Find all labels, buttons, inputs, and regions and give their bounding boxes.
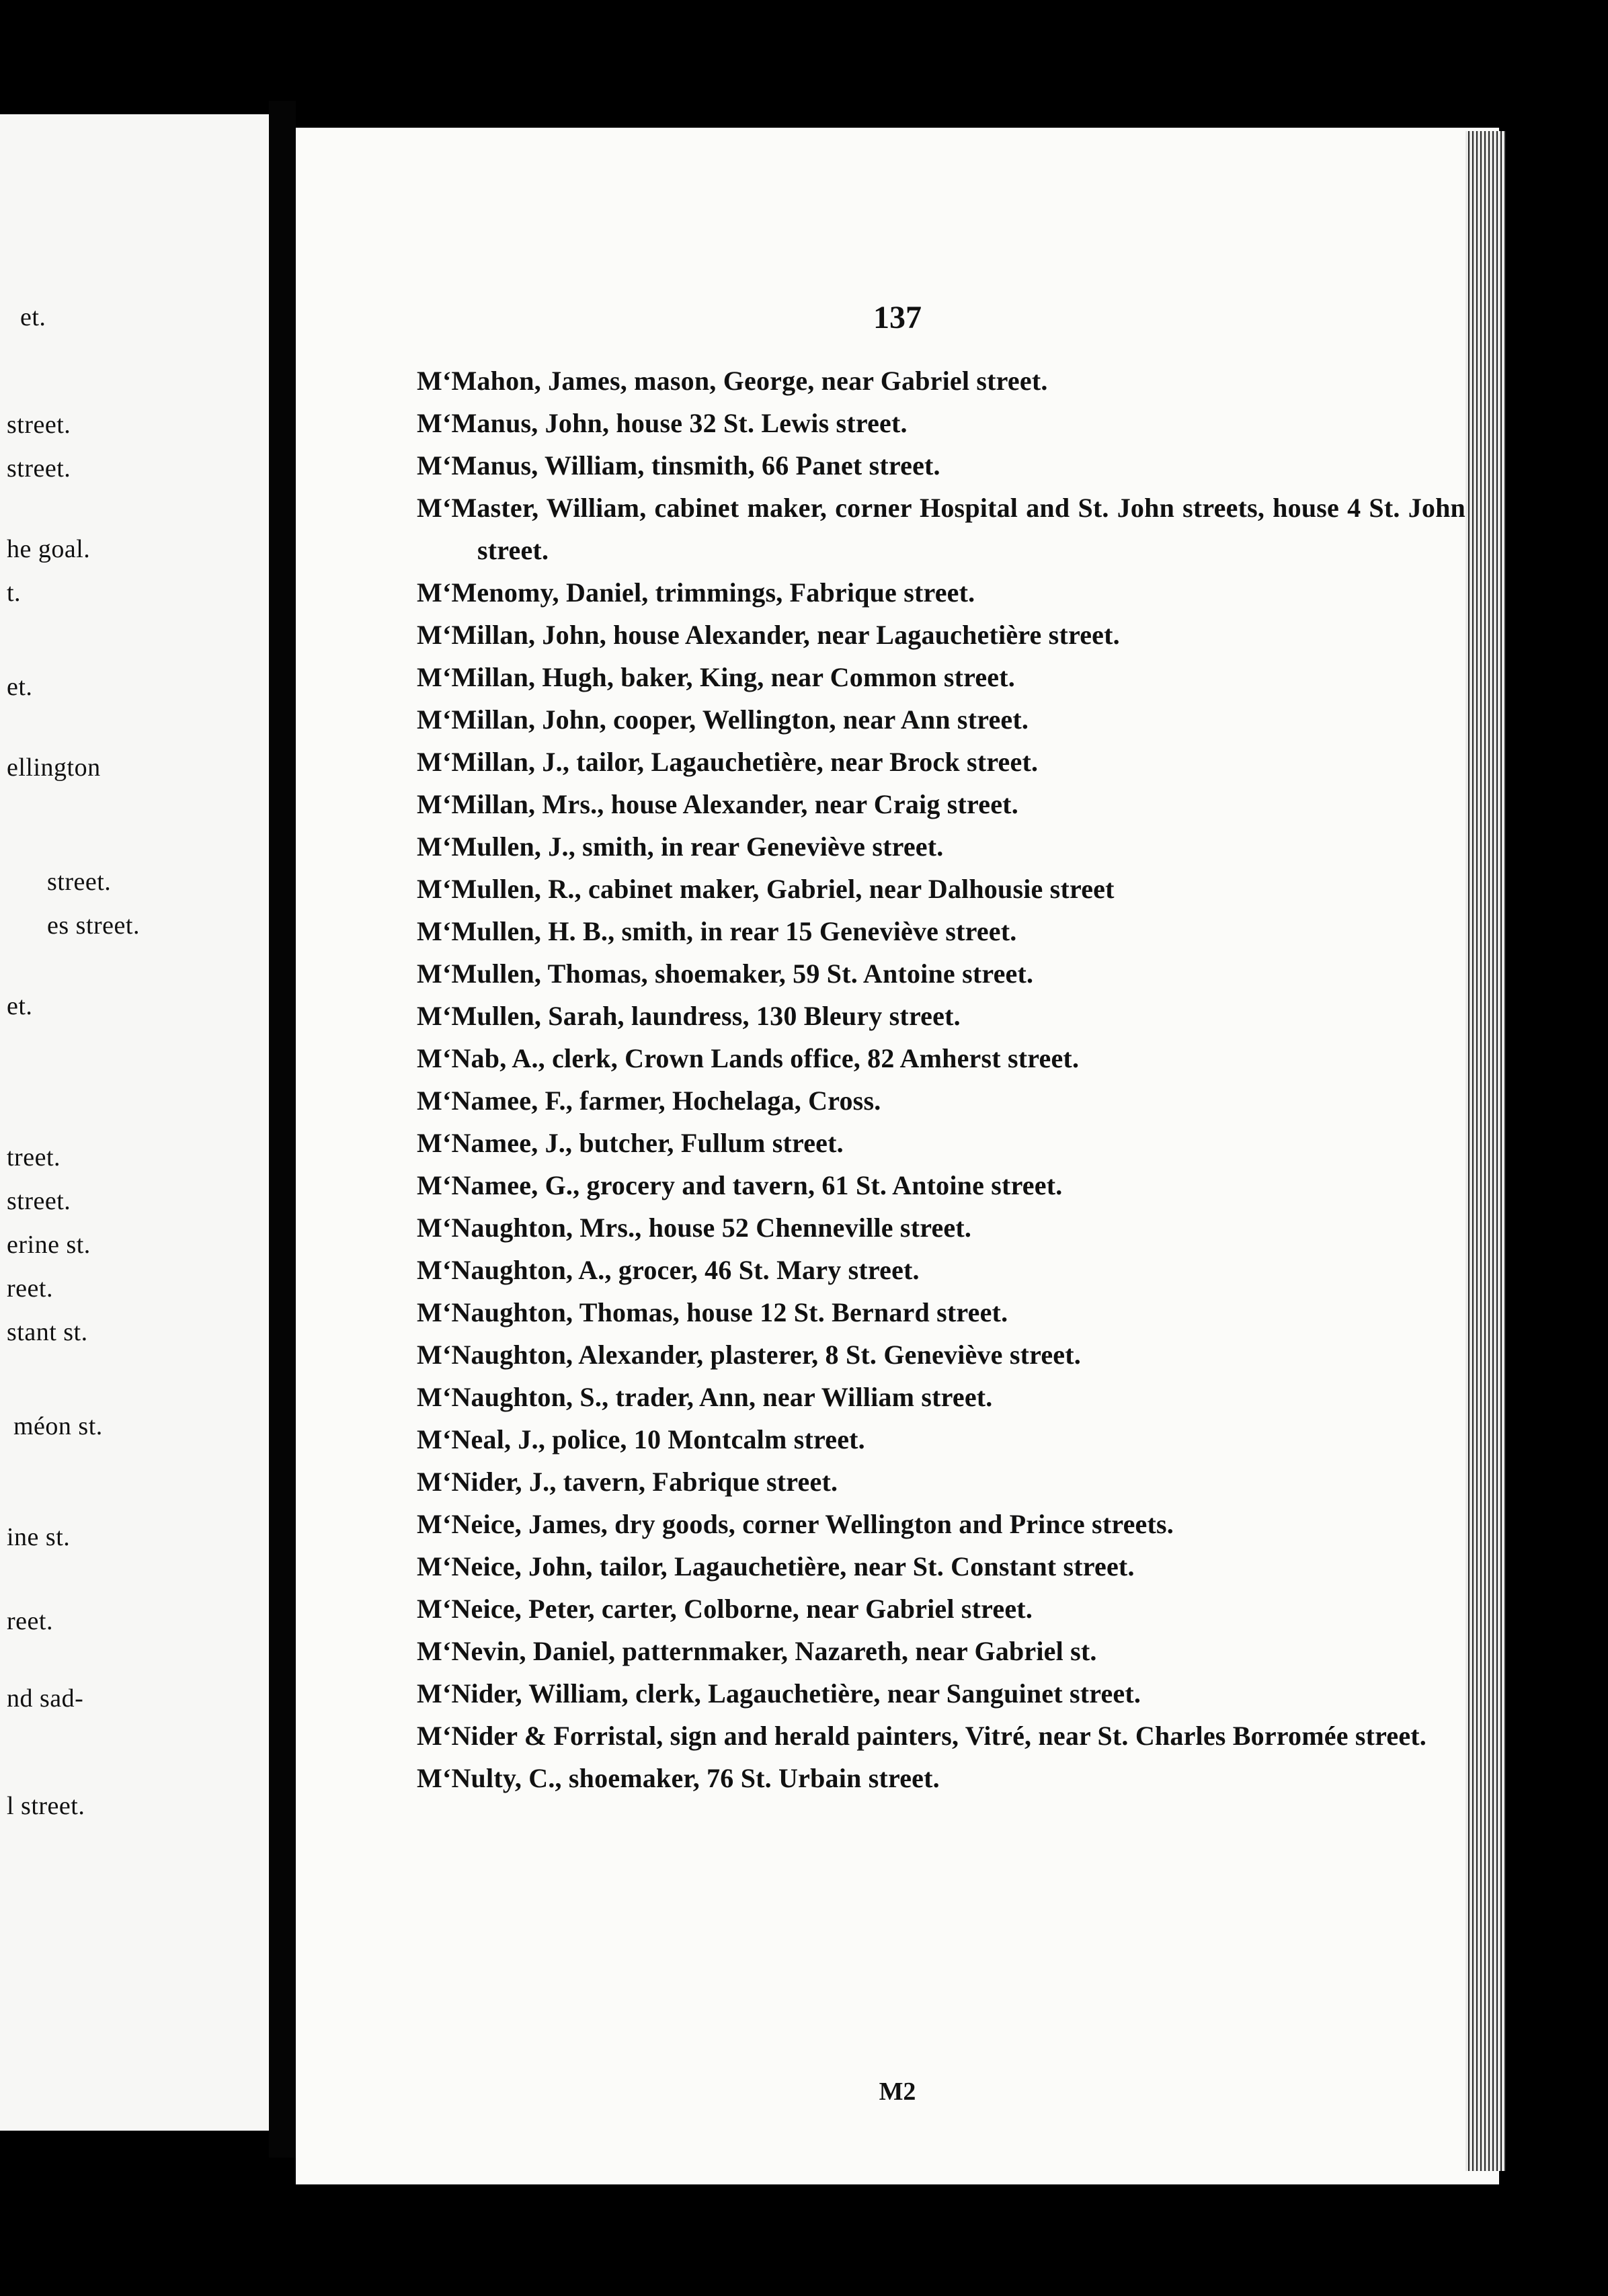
directory-entry: M‘Nab, A., clerk, Crown Lands office, 82 Amherst street. <box>417 1043 1080 1073</box>
signature-mark: M2 <box>879 2078 916 2106</box>
directory-entry: M‘Namee, F., farmer, Hochelaga, Cross. <box>417 1085 881 1116</box>
left-page-text-fragment: erine st. <box>7 1231 91 1259</box>
left-page-text-fragment: méon st. <box>13 1412 103 1440</box>
directory-entry: M‘Manus, William, tinsmith, 66 Panet street. <box>417 450 940 481</box>
left-page-text-fragment: ellington <box>7 753 101 782</box>
directory-entry: M‘Neice, John, tailor, Lagauchetière, near St. Constant street. <box>417 1551 1135 1582</box>
book-gutter <box>269 101 296 2158</box>
directory-entry: M‘Mullen, H. B., smith, in rear 15 Geneviève street. <box>417 916 1017 946</box>
left-page-text-fragment: l street. <box>7 1792 85 1820</box>
directory-entry: M‘Nevin, Daniel, patternmaker, Nazareth, near Gabriel st. <box>417 1636 1097 1666</box>
directory-entry: M‘Namee, J., butcher, Fullum street. <box>417 1128 844 1158</box>
directory-entry: M‘Millan, John, house Alexander, near Lagauchetière street. <box>417 620 1120 650</box>
left-page-fragment <box>0 114 269 2131</box>
directory-entry: M‘Nider & Forristal, sign and herald painters, Vitré, near St. Charles Borromée street. <box>417 1721 1426 1751</box>
directory-entry: M‘Naughton, A., grocer, 46 St. Mary street. <box>417 1255 920 1285</box>
left-page-text-fragment: et. <box>7 673 33 701</box>
left-page-text-fragment: reet. <box>7 1607 53 1635</box>
directory-entry: M‘Naughton, S., trader, Ann, near William street. <box>417 1382 993 1412</box>
left-page-text-fragment: reet. <box>7 1274 53 1303</box>
directory-entry: M‘Naughton, Alexander, plasterer, 8 St. Geneviève street. <box>417 1340 1081 1370</box>
directory-entry: M‘Millan, Mrs., house Alexander, near Craig street. <box>417 789 1018 819</box>
page-number: 137 <box>873 300 922 335</box>
directory-entry: M‘Mullen, Thomas, shoemaker, 59 St. Antoine street. <box>417 958 1034 989</box>
directory-entry: M‘Mahon, James, mason, George, near Gabriel street. <box>417 366 1048 396</box>
directory-entry: M‘Mullen, Sarah, laundress, 130 Bleury street. <box>417 1001 961 1031</box>
directory-entry: M‘Namee, G., grocery and tavern, 61 St. Antoine street. <box>417 1170 1063 1200</box>
left-page-text-fragment: street. <box>47 868 112 896</box>
left-page-text-fragment: treet. <box>7 1143 61 1172</box>
directory-entries <box>417 360 1465 1799</box>
left-page-text-fragment: et. <box>7 992 33 1020</box>
left-page-text-fragment: street. <box>7 454 71 483</box>
directory-entry: M‘Mullen, R., cabinet maker, Gabriel, near Dalhousie street <box>417 874 1115 904</box>
directory-entry: M‘Neice, James, dry goods, corner Wellington and Prince streets. <box>417 1509 1174 1539</box>
directory-entry: M‘Nider, William, clerk, Lagauchetière, near Sanguinet street. <box>417 1678 1141 1709</box>
directory-entry: M‘Nider, J., tavern, Fabrique street. <box>417 1467 838 1497</box>
left-page-text-fragment: et. <box>20 303 46 331</box>
book-page <box>296 128 1499 2184</box>
directory-entry: M‘Mullen, J., smith, in rear Geneviève street. <box>417 831 944 862</box>
directory-entry: M‘Master, William, cabinet maker, corner Hospital and St. John streets, house 4 St. John street. <box>417 493 1465 565</box>
directory-entry: M‘Neal, J., police, 10 Montcalm street. <box>417 1424 865 1454</box>
left-page-text-fragment: nd sad- <box>7 1684 84 1713</box>
left-page-text-fragment: stant st. <box>7 1318 88 1346</box>
directory-entry: M‘Neice, Peter, carter, Colborne, near Gabriel street. <box>417 1594 1033 1624</box>
directory-entry: M‘Menomy, Daniel, trimmings, Fabrique street. <box>417 577 975 608</box>
directory-entry: M‘Millan, J., tailor, Lagauchetière, near Brock street. <box>417 747 1039 777</box>
directory-entry: M‘Naughton, Thomas, house 12 St. Bernard street. <box>417 1297 1008 1327</box>
left-page-text-fragment: he goal. <box>7 535 91 563</box>
left-page-text-fragment: ine st. <box>7 1523 71 1551</box>
left-page-text-fragment: street. <box>7 1187 71 1215</box>
directory-entry: M‘Manus, John, house 32 St. Lewis street. <box>417 408 908 438</box>
left-page-text-fragment: street. <box>7 411 71 439</box>
page-edges <box>1465 131 1506 2171</box>
directory-entry: M‘Millan, John, cooper, Wellington, near Ann street. <box>417 704 1029 735</box>
directory-entry: M‘Millan, Hugh, baker, King, near Common street. <box>417 662 1015 692</box>
left-page-text-fragment: es street. <box>47 911 140 940</box>
left-page-text-fragment: t. <box>7 579 22 607</box>
directory-entry: M‘Nulty, C., shoemaker, 76 St. Urbain street. <box>417 1763 940 1793</box>
directory-entry: M‘Naughton, Mrs., house 52 Chenneville street. <box>417 1213 972 1243</box>
